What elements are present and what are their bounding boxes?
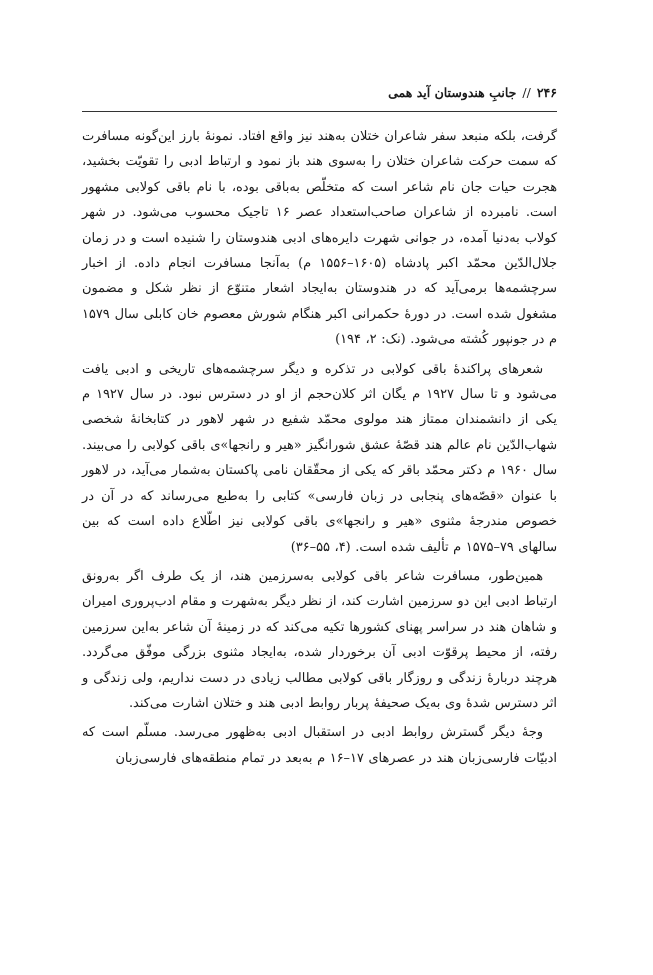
paragraph: گرفت، بلکه منبعد سفر شاعران ختلان به‌هند نیز واقع افتاد. نمونهٔ بارز این‌گونه مسافرت که سمت حرکت شاعران ختلان را به‌سوی هند باز نمود و ارتباط ادبی را تقویّت بخشید، هجرت حیات جان نام شاعر است که متخلّص به‌باقی بوده، با نام باقی کولابی مشهور است. نامبرده از شاعران صاحب‌استعداد عصر ۱۶ تاجیک محسوب می‌شود. در شهر کولاب به‌دنیا آمده، در جوانی شهرت دایره‌های ادبی هندوستان را شنیده است و در زمان جلال‌الدّین محمّد اکبر پادشاه (۱۶۰۵–۱۵۵۶ م) به‌آنجا مسافرت انجام داده. از اخبار سرچشمه‌ها برمی‌آید که در هندوستان به‌ایجاد اشعار متنوّع از نظر شکل و مضمون مشغول شده است. در دورهٔ حکمرانی اکبر هنگام شورش معصوم خان کابلی سال ۱۵۷۹ م در جونپور کُشته می‌شود. (نک: ۲، ۱۹۴) [82,129,557,348]
paragraph: شعرهای پراکندهٔ باقی کولابی در تذکره و دیگر سرچشمه‌های تاریخی و ادبی یافت می‌شود و تا سال ۱۹۲۷ م یگان اثر کلان‌حجم از او در دسترس نبود. در سال ۱۹۲۷ م یکی از دانشمندان ممتاز هند مولوی محمّد شفیع در شهر لاهور در کتابخانهٔ شخصی شهاب‌الدّین نام عالم هند قصّهٔ عشق شورانگیز «هیر و رانجها»ی باقی کولابی را می‌بیند. سال ۱۹۶۰ م دکتر محمّد باقر که یکی از محقّقان نامی پاکستان به‌شمار می‌آید، در لاهور با عنوان «قصّه‌های پنجابی در زبان فارسی» کتابی را به‌طبع می‌رساند که در آن در خصوص مندرجهٔ مثنوی «هیر و رانجها»ی باقی کولابی نیز اطّلاع داده است که بین سالهای ۷۹–۱۵۷۵ م تألیف شده است. (۴، ۵۵–۳۶) [82,361,557,555]
body-text [82,124,557,775]
header-divider [82,111,557,112]
running-title: جانبِ هندوستان آید همی [388,84,517,100]
running-header [82,80,557,104]
page-number: ۲۴۶ [536,84,557,100]
header-separator: // [522,84,531,100]
paragraph: همین‌طور، مسافرت شاعر باقی کولابی به‌سرزمین هند، از یک طرف اگر به‌رونق ارتباط ادبی این دو سرزمین اشارت کند، از نظر دیگر به‌شهرت و مقام ادب‌پروری امیران و شاهان هند در سراسر پهنای کشورها تکیه می‌کند که در زمینهٔ آن شاعر به‌این سرزمین رفته، از محیط پرقوّت ادبی آن برخوردار شده، به‌ایجاد مثنوی بزرگی موفّق می‌گردد. هرچند دربارهٔ زندگی و روزگار باقی کولابی مطالب زیادی در دست نداریم، ولی زندگی و اثر دسترس شدهٔ وی به‌یک صحیفهٔ پربار روابط ادبی هند و ختلان اشارت می‌کند. [82,568,557,711]
paragraph: وجهٔ دیگر گسترش روابط ادبی در استقبال ادبی به‌ظهور می‌رسد. مسلّم است که ادبیّات فارسی‌زبان هند در عصرهای ۱۷–۱۶ م به‌بعد در تمام منطقه‌های فارسی‌زبان [82,725,557,766]
